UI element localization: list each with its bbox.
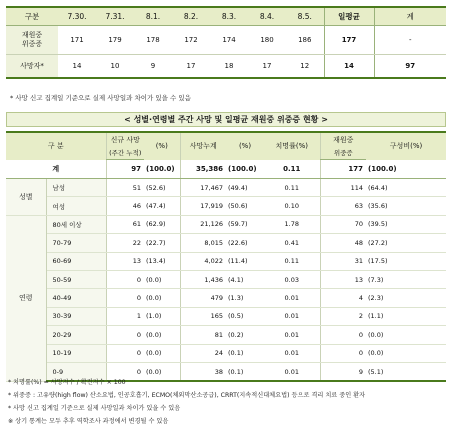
daily-value: 172 [172, 26, 210, 55]
cell-cum: 35,386 [180, 160, 226, 179]
cell-cum: 8,015 [180, 234, 226, 252]
daily-header-row [6, 7, 446, 26]
cell-severe: 13 [320, 270, 366, 288]
cell-new-pct: (22.7) [144, 234, 180, 252]
cell-new-pct: (0.0) [144, 289, 180, 307]
cell-severe: 0 [320, 326, 366, 344]
cell-fatality: 0.01 [264, 362, 320, 381]
daily-value: 180 [248, 26, 286, 55]
cell-severe: 63 [320, 197, 366, 215]
cell-composition: (39.5) [366, 215, 446, 233]
row-label: 80세 이상 [46, 215, 106, 233]
death-row [6, 55, 446, 79]
row-label: 60-69 [46, 252, 106, 270]
cell-fatality: 0.01 [264, 307, 320, 325]
cell-composition: (0.0) [366, 344, 446, 362]
cell-new-pct: (100.0) [144, 160, 180, 179]
cell-new-pct: (0.0) [144, 270, 180, 288]
cell-cum-pct: (59.7) [226, 215, 264, 233]
row-label: 50-59 [46, 270, 106, 288]
daily-avg-value: 14 [324, 55, 374, 79]
total-label: 계 [6, 160, 106, 179]
cell-cum: 1,436 [180, 270, 226, 288]
cell-composition: (0.0) [366, 326, 446, 344]
cell-new: 46 [106, 197, 144, 215]
cell-composition: (64.4) [366, 179, 446, 197]
cell-cum: 165 [180, 307, 226, 325]
category-header: 구 분 [6, 132, 106, 160]
daily-total-value: - [374, 26, 446, 55]
daily-value: 179 [96, 26, 134, 55]
cell-cum-pct: (50.6) [226, 197, 264, 215]
cell-fatality: 0.41 [264, 234, 320, 252]
cell-cum: 17,467 [180, 179, 226, 197]
table-row [6, 307, 446, 325]
cell-cum: 81 [180, 326, 226, 344]
age-group-label: 연령 [6, 215, 46, 381]
daily-value: 12 [286, 55, 324, 79]
cell-fatality: 0.01 [264, 344, 320, 362]
daily-table-note: * 사망 신고 집계일 기준으로 실제 사망일과 차이가 있을 수 있음 [10, 94, 191, 102]
cell-severe: 31 [320, 252, 366, 270]
cell-new: 97 [106, 160, 144, 179]
cell-new: 0 [106, 289, 144, 307]
cell-new-pct: (13.4) [144, 252, 180, 270]
daily-value: 171 [58, 26, 96, 55]
daily-value: 14 [58, 55, 96, 79]
row-label: 40-49 [46, 289, 106, 307]
cell-composition: (17.5) [366, 252, 446, 270]
date-header: 8.2. [172, 7, 210, 26]
severe-row-label: 재원중 위중증 [6, 26, 58, 55]
cell-cum-pct: (100.0) [226, 160, 264, 179]
cell-severe: 2 [320, 307, 366, 325]
cell-cum-pct: (0.1) [226, 344, 264, 362]
cell-cum-pct: (49.4) [226, 179, 264, 197]
cell-composition: (100.0) [366, 160, 446, 179]
footnote: * 치명률(%) = 사망자수 / 확진자수 × 100 [8, 379, 126, 386]
row-label: 30-39 [46, 307, 106, 325]
cell-cum-pct: (22.6) [226, 234, 264, 252]
sex-group-label: 성별 [6, 179, 46, 216]
date-header: 8.1. [134, 7, 172, 26]
date-header: 8.4. [248, 7, 286, 26]
daily-value: 174 [210, 26, 248, 55]
cell-new: 0 [106, 326, 144, 344]
new-death-pct-header: (%) [144, 132, 180, 160]
cell-new-pct: (47.4) [144, 197, 180, 215]
footnote: * 사망 신고 집계일 기준으로 실제 사망일과 차이가 있을 수 있음 [8, 405, 181, 412]
cell-new: 0 [106, 270, 144, 288]
row-label: 0-9 [46, 362, 106, 381]
severe-row [6, 26, 446, 55]
daily-total-value: 97 [374, 55, 446, 79]
table-row [6, 215, 446, 233]
cell-new: 0 [106, 344, 144, 362]
cell-new: 61 [106, 215, 144, 233]
cell-fatality: 0.11 [264, 179, 320, 197]
daily-corner-label: 구분 [6, 7, 58, 26]
cell-severe: 0 [320, 344, 366, 362]
severe-header: 재원중 [320, 132, 366, 148]
cell-fatality: 0.10 [264, 197, 320, 215]
daily-value: 18 [210, 55, 248, 79]
cell-composition: (1.1) [366, 307, 446, 325]
cell-severe: 48 [320, 234, 366, 252]
new-death-header: 신규 사망 [106, 132, 144, 148]
cell-severe: 177 [320, 160, 366, 179]
cell-cum-pct: (1.3) [226, 289, 264, 307]
cell-new-pct: (1.0) [144, 307, 180, 325]
cell-cum: 21,126 [180, 215, 226, 233]
row-label: 10-19 [46, 344, 106, 362]
date-header: 8.3. [210, 7, 248, 26]
table-row [6, 234, 446, 252]
severe-subheader: 위중증 [320, 148, 366, 160]
cell-new: 22 [106, 234, 144, 252]
section-title: < 성별·연령별 주간 사망 및 일평균 재원중 위중증 현황 > [6, 112, 446, 127]
table-row [6, 197, 446, 215]
table-row [6, 326, 446, 344]
cell-cum: 479 [180, 289, 226, 307]
cell-severe: 70 [320, 215, 366, 233]
cell-cum: 17,919 [180, 197, 226, 215]
daily-value: 178 [134, 26, 172, 55]
sex-age-death-severe-table [6, 131, 446, 382]
cell-new-pct: (0.0) [144, 362, 180, 381]
cell-fatality: 0.11 [264, 252, 320, 270]
cum-death-pct-header: (%) [226, 132, 264, 160]
cell-composition: (5.1) [366, 362, 446, 381]
cell-cum: 24 [180, 344, 226, 362]
cell-cum: 4,022 [180, 252, 226, 270]
cell-composition: (35.6) [366, 197, 446, 215]
cell-new: 51 [106, 179, 144, 197]
cell-fatality: 1.78 [264, 215, 320, 233]
avg-header: 일평균 [324, 7, 374, 26]
table-row [6, 289, 446, 307]
row-label: 70-79 [46, 234, 106, 252]
cell-composition: (7.3) [366, 270, 446, 288]
date-header: 7.30. [58, 7, 96, 26]
daily-avg-value: 177 [324, 26, 374, 55]
cell-new: 13 [106, 252, 144, 270]
daily-value: 17 [172, 55, 210, 79]
total-row [6, 160, 446, 179]
row-label: 여성 [46, 197, 106, 215]
daily-value: 17 [248, 55, 286, 79]
footnotes [8, 376, 365, 428]
daily-severe-death-table [6, 6, 446, 79]
cell-new-pct: (0.0) [144, 326, 180, 344]
cell-severe: 4 [320, 289, 366, 307]
cell-severe: 114 [320, 179, 366, 197]
daily-value: 186 [286, 26, 324, 55]
cell-new-pct: (62.9) [144, 215, 180, 233]
total-header: 계 [374, 7, 446, 26]
fatality-header: 치명률(%) [264, 132, 320, 160]
daily-value: 9 [134, 55, 172, 79]
row-label: 남성 [46, 179, 106, 197]
cell-severe: 9 [320, 362, 366, 381]
cell-composition: (2.3) [366, 289, 446, 307]
cell-fatality: 0.11 [264, 160, 320, 179]
daily-value: 10 [96, 55, 134, 79]
date-header: 7.31. [96, 7, 134, 26]
table-row [6, 252, 446, 270]
cell-cum-pct: (0.5) [226, 307, 264, 325]
cell-new: 1 [106, 307, 144, 325]
cell-fatality: 0.03 [264, 270, 320, 288]
cell-new: 0 [106, 362, 144, 381]
new-death-subheader: (주간 누적) [106, 148, 144, 160]
cell-new-pct: (0.0) [144, 344, 180, 362]
table-row [6, 179, 446, 197]
date-header: 8.5. [286, 7, 324, 26]
death-row-label: 사망자* [6, 55, 58, 79]
footnote: ※ 상기 통계는 모두 추후 역학조사 과정에서 변경될 수 있음 [8, 418, 169, 425]
cell-composition: (27.2) [366, 234, 446, 252]
cell-fatality: 0.01 [264, 326, 320, 344]
table-row [6, 344, 446, 362]
cell-fatality: 0.01 [264, 289, 320, 307]
cell-cum-pct: (4.1) [226, 270, 264, 288]
cell-cum-pct: (11.4) [226, 252, 264, 270]
table-row [6, 270, 446, 288]
cell-cum: 38 [180, 362, 226, 381]
cell-cum-pct: (0.2) [226, 326, 264, 344]
row-label: 20-29 [46, 326, 106, 344]
cum-death-header: 사망누계 [180, 132, 226, 160]
composition-header: 구성비(%) [366, 132, 446, 160]
main-header-row [6, 132, 446, 148]
footnote: * 위중증 : 고유량(high flow) 산소요법, 인공호흡기, ECMO(체외막산소공급), CRRT(지속적신대체요법) 등으로 격리 치료 중인 환자 [8, 392, 366, 399]
cell-new-pct: (52.6) [144, 179, 180, 197]
cell-cum-pct: (0.1) [226, 362, 264, 381]
